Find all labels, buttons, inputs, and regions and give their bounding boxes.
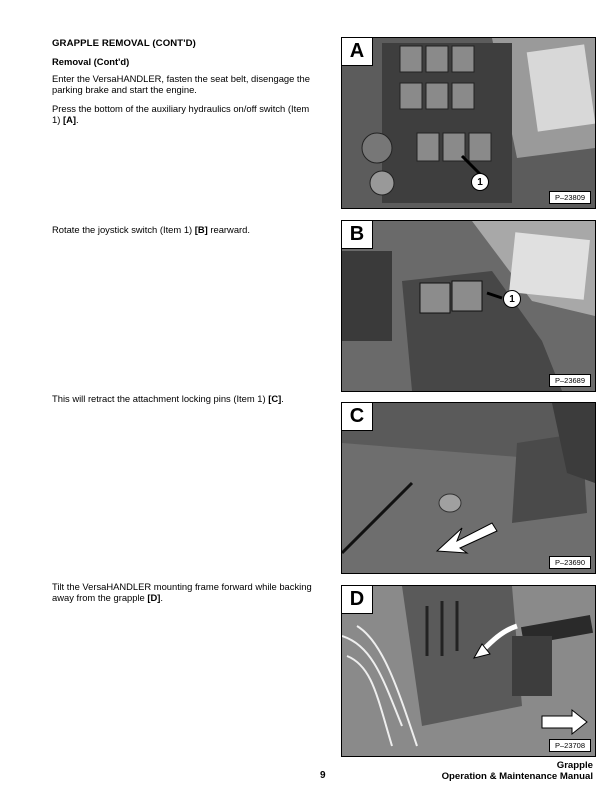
manual-title-line1: Grapple — [556, 760, 593, 771]
step-retract-end: . — [281, 393, 284, 404]
figure-b-callout: 1 — [503, 290, 521, 308]
figure-d-illustration — [342, 586, 595, 756]
step-enter-text: Enter the VersaHANDLER, fasten the seat belt, disengage the parking brake and start the engine. — [52, 73, 310, 95]
manual-title — [442, 761, 593, 782]
figure-c-label: C — [342, 403, 373, 431]
figure-d-photo-number: P–23708 — [549, 739, 591, 752]
figure-a-photo-number: P–23809 — [549, 191, 591, 204]
figure-ref-d: [D] — [147, 592, 161, 603]
step-rotate-text: Rotate the joystick switch (Item 1) — [52, 224, 195, 235]
figure-a-illustration — [342, 38, 595, 208]
figure-b-illustration — [342, 221, 595, 391]
figure-c-photo-number: P–23690 — [549, 556, 591, 569]
step-press — [52, 103, 312, 125]
figure-ref-b: [B] — [194, 224, 208, 235]
figure-ref-a: [A] — [62, 114, 76, 125]
figure-c-photo — [341, 402, 596, 574]
figure-a-photo — [341, 37, 596, 209]
figure-b-photo-number: P–23689 — [549, 374, 591, 387]
figure-b-photo — [341, 220, 596, 392]
manual-title-line2: Operation & Maintenance Manual — [441, 770, 593, 782]
step-retract — [52, 393, 312, 404]
step-tilt — [52, 581, 312, 603]
step-tilt-end: . — [160, 592, 163, 603]
section-subheading: Removal (Cont'd) — [52, 56, 130, 67]
step-retract-text: This will retract the attachment locking pins (Item 1) — [52, 393, 269, 404]
step-rotate — [52, 224, 312, 235]
figure-c-illustration — [342, 403, 595, 573]
figure-d-label: D — [342, 586, 373, 614]
figure-a-callout: 1 — [471, 173, 489, 191]
figure-d-photo — [341, 585, 596, 757]
page-number: 9 — [320, 770, 326, 781]
step-press-end: . — [75, 114, 79, 125]
step-enter — [52, 73, 312, 95]
step-press-text: Press the bottom of the auxiliary hydraulics on/off switch (Item 1) — [52, 103, 310, 125]
step-tilt-text: Tilt the VersaHANDLER mounting frame forward while backing away from the grapple — [52, 581, 312, 603]
section-heading: GRAPPLE REMOVAL (CONT'D) — [52, 38, 196, 49]
figure-a-label: A — [342, 38, 373, 66]
step-rotate-end: rearward. — [207, 224, 250, 235]
figure-b-label: B — [342, 221, 373, 249]
figure-ref-c: [C] — [268, 393, 282, 404]
